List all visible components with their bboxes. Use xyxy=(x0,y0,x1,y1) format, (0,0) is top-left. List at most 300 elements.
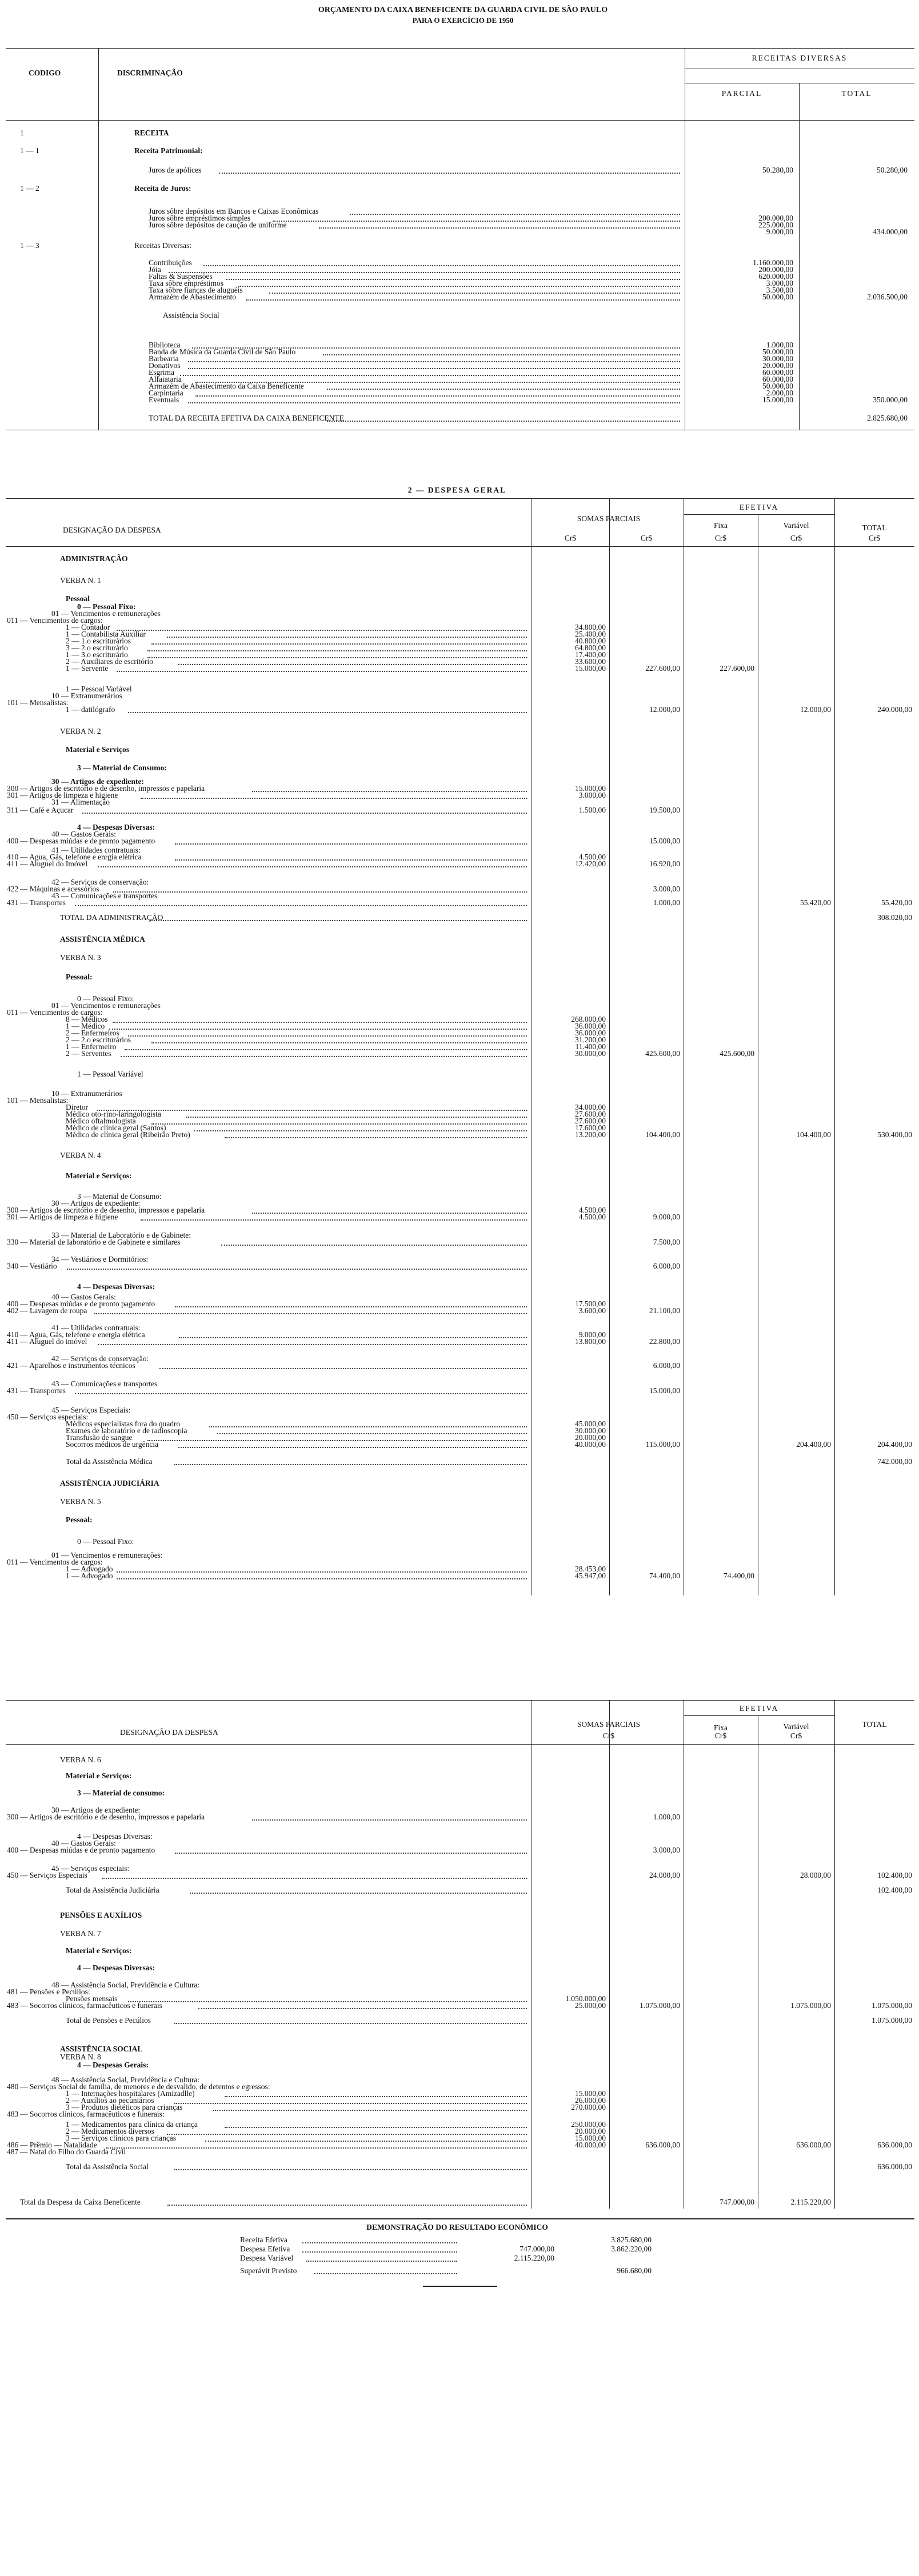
row-parcial: 50.280,00 xyxy=(762,166,793,174)
demo-col3: 966.680,00 xyxy=(617,2266,652,2275)
row-parcial: 200.000,00 xyxy=(758,214,793,222)
row-code: 450 xyxy=(7,1413,19,1421)
row-label: Donativos xyxy=(149,361,181,370)
leader-dots xyxy=(252,1819,527,1821)
leader-dots xyxy=(175,1853,527,1854)
row-code: 400 xyxy=(7,837,19,845)
row-parcial: 3.000,00 xyxy=(766,279,793,287)
row-label: 1 — Enfermeiro xyxy=(66,1042,117,1051)
row-code: 422 xyxy=(7,885,19,893)
row-label: 30 — Artigos de expediente: xyxy=(51,1806,141,1814)
row-label: Material e Serviços: xyxy=(66,1771,132,1780)
row-soma-2: 21.100,00 xyxy=(649,1306,680,1315)
leader-dots xyxy=(151,1042,527,1043)
row-soma-2: 115.000,00 xyxy=(645,1440,680,1449)
row-label: Socorros médicos de urgência xyxy=(66,1440,159,1449)
col-header-parcial: PARCIAL xyxy=(721,89,762,98)
row-code: 311 xyxy=(7,806,18,814)
leader-dots xyxy=(306,2261,457,2262)
despesa2-col-somas: SOMAS PARCIAIS xyxy=(577,1720,641,1729)
row-code: 101 xyxy=(7,1096,19,1105)
demo-col2: 2.115.220,00 xyxy=(514,2254,554,2262)
row-label: PENSÕES E AUXÍLIOS xyxy=(60,1911,142,1919)
row-label: 45 — Serviços Especiais: xyxy=(51,1406,131,1414)
col-header-discriminacao: DISCRIMINAÇÃO xyxy=(117,69,183,77)
row-label: 0 — Pessoal Fixo: xyxy=(77,602,136,611)
row-total: 636.000,00 xyxy=(877,2162,912,2171)
leader-dots xyxy=(121,1056,527,1057)
row-code: 400 xyxy=(7,1299,19,1308)
row-parcial: 225.000,00 xyxy=(758,221,793,229)
leader-dots xyxy=(167,637,527,638)
row-label: 42 — Serviços de conservação: xyxy=(51,1354,149,1363)
row-soma-2: 1.000,00 xyxy=(653,1813,680,1821)
row-parcial: 3.500,00 xyxy=(766,286,793,294)
leader-dots xyxy=(151,1123,527,1125)
row-label: — Socorros clínicos, farmacêuticos e funerais: xyxy=(20,2110,165,2118)
row-code: 011 xyxy=(7,1008,18,1017)
row-label: 48 — Assistência Social, Previdência e Cultura: xyxy=(51,2075,200,2084)
row-label: Esgrima xyxy=(149,368,174,377)
row-soma-2: 3.000,00 xyxy=(653,885,680,893)
row-parcial: 620.000,00 xyxy=(758,272,793,281)
row-label: 4 — Despesas Diversas: xyxy=(77,823,155,831)
leader-dots xyxy=(221,1245,527,1246)
row-label: 40 — Gastos Gerais: xyxy=(51,1293,116,1301)
row-label: 43 — Comunicações e transportes xyxy=(51,891,158,900)
row-label: 1 — Internações hospitalares (Amizadlle) xyxy=(66,2089,195,2098)
row-label: — Serviços Social de família, de menores e de desvalido, de detentos e egressos: xyxy=(20,2082,270,2091)
leader-dots xyxy=(75,905,527,906)
row-soma-1: 15.000,00 xyxy=(575,784,606,793)
leader-dots xyxy=(252,1213,527,1214)
row-soma-1: 13.800,00 xyxy=(575,1337,606,1346)
despesa2-col-fixa: Fixa xyxy=(713,1723,728,1732)
demo-label: Receita Efetiva xyxy=(240,2235,287,2244)
row-label: — Máquinas e acessórios xyxy=(20,885,99,893)
despesa-col-designacao: DESIGNAÇÃO DA DESPESA xyxy=(63,526,161,534)
leader-dots xyxy=(167,2205,527,2206)
row-label: 1 — Pessoal Variável xyxy=(66,685,132,693)
row-label: 01 — Vencimentos e remunerações xyxy=(51,609,161,618)
row-code: 421 xyxy=(7,1361,19,1370)
leader-dots xyxy=(97,1110,527,1111)
row-soma-1: 1.500,00 xyxy=(578,806,606,814)
row-soma-1: 28.453,00 xyxy=(575,1565,606,1573)
despesa-currency-2: Cr$ xyxy=(640,534,653,542)
row-code: 300 xyxy=(7,784,19,793)
row-variavel: 12.000,00 xyxy=(800,705,831,714)
row-label: Receita Patrimonial: xyxy=(134,146,203,155)
row-code: 431 xyxy=(7,1386,19,1395)
row-label: — Artigos de limpeza e higiene xyxy=(20,1213,118,1221)
row-label: — Pensões e Pecúlios: xyxy=(20,1987,90,1996)
row-label: 3 — Material de consumo: xyxy=(77,1789,165,1797)
leader-dots xyxy=(167,2134,527,2135)
row-label: Pessoal: xyxy=(66,1515,93,1524)
row-label: Carpintaria xyxy=(149,389,183,397)
row-label: Médicos especialistas fora do quadro xyxy=(66,1419,181,1428)
despesa-col-somas: SOMAS PARCIAIS xyxy=(577,514,641,523)
leader-dots xyxy=(217,1433,528,1434)
row-label: 2 — Medicamentos diversos xyxy=(66,2127,154,2135)
row-label: 2 — Auxiliares de escritório xyxy=(66,657,153,666)
row-variavel: 2.115.220,00 xyxy=(790,2198,831,2206)
row-label: 01 — Vencimentos e remunerações: xyxy=(51,1551,163,1559)
row-soma-1: 12.420,00 xyxy=(575,859,606,868)
row-soma-1: 15.000,00 xyxy=(575,664,606,673)
leader-dots xyxy=(213,2110,527,2111)
leader-dots xyxy=(323,354,680,355)
despesa-col-fixa: Fixa xyxy=(713,521,728,530)
row-label: VERBA N. 8 xyxy=(60,2053,101,2061)
row-label: 0 — Pessoal Fixo: xyxy=(77,994,134,1003)
row-label: — Artigos de escritório e de desenho, impressos e papelaria xyxy=(20,1813,205,1821)
row-parcial: 1.160.000,00 xyxy=(753,258,793,267)
leader-dots xyxy=(106,2147,527,2149)
row-soma-1: 25.000,00 xyxy=(575,2001,606,2010)
row-label: — Despesas miúdas e de pronto pagamento xyxy=(20,1846,155,1854)
leader-dots xyxy=(252,791,527,792)
leader-dots xyxy=(67,1269,527,1270)
leader-dots xyxy=(174,2023,527,2024)
row-label: VERBA N. 3 xyxy=(60,953,101,962)
row-code: 483 xyxy=(7,2110,19,2118)
row-label: 2 — 1.o escriturários xyxy=(66,637,131,645)
row-label: 2 — 2.o escriturários xyxy=(66,1035,131,1044)
leader-dots xyxy=(174,2169,527,2170)
row-label: — Vencimentos de cargos: xyxy=(20,616,103,625)
row-soma-1: 13.200,00 xyxy=(575,1130,606,1139)
row-soma-1: 30.000,00 xyxy=(575,1426,606,1435)
row-label: Faltas & Suspensões xyxy=(149,272,213,281)
row-label: Juros sôbre depósitos em Bancos e Caixas Econômicas xyxy=(149,207,319,215)
row-label: ASSISTÊNCIA MÉDICA xyxy=(60,935,145,943)
leader-dots xyxy=(225,2096,527,2097)
row-variavel: 28.000,00 xyxy=(800,1871,831,1879)
row-soma-1: 15.000,00 xyxy=(575,2089,606,2098)
row-total: 55.420,00 xyxy=(881,898,912,907)
row-fixa: 74.400,00 xyxy=(724,1571,754,1580)
row-soma-2: 227.600,00 xyxy=(645,664,680,673)
row-soma-1: 17.600,00 xyxy=(575,1123,606,1132)
row-soma-2: 16.920,00 xyxy=(649,859,680,868)
leader-dots xyxy=(269,293,681,294)
row-label: — Material de laboratório e de Gabinete e similares xyxy=(20,1238,181,1246)
leader-dots xyxy=(151,643,527,645)
leader-dots xyxy=(205,2141,527,2142)
row-label: 1 — Contador xyxy=(66,623,110,631)
document-title: ORÇAMENTO DA CAIXA BENEFICENTE DA GUARDA CIVIL DE SÃO PAULO xyxy=(318,6,608,14)
row-label: — Transportes xyxy=(20,1386,66,1395)
row-label: — Mensalistas: xyxy=(20,1096,69,1105)
leader-dots xyxy=(186,1117,528,1118)
row-total: 350.000,00 xyxy=(873,395,908,404)
leader-dots xyxy=(128,712,527,713)
row-label: 31 — Alimentação xyxy=(51,798,110,806)
row-soma-1: 268.000,00 xyxy=(571,1015,606,1023)
demo-label: Despesa Variável xyxy=(240,2254,294,2262)
row-label: Total da Assistência Médica xyxy=(66,1457,153,1466)
leader-dots xyxy=(117,1571,527,1573)
row-code: 011 xyxy=(7,1558,18,1566)
despesa-col-variavel: Variável xyxy=(783,521,809,530)
row-total: 434.000,00 xyxy=(873,227,908,236)
row-label: Material e Serviços xyxy=(66,745,129,754)
row-label: 40 — Gastos Gerais: xyxy=(51,830,116,838)
leader-dots xyxy=(225,1137,527,1138)
leader-dots xyxy=(98,1344,527,1345)
despesa2-currency-2: Cr$ xyxy=(714,1731,727,1740)
row-soma-1: 17.500,00 xyxy=(575,1299,606,1308)
demo-col2: 747.000,00 xyxy=(520,2245,554,2253)
row-label: Juros sôbre depósitos de caução de uniforme xyxy=(149,221,287,229)
row-label: 42 — Serviços de conservação: xyxy=(51,878,149,886)
row-soma-1: 30.000,00 xyxy=(575,1049,606,1058)
row-parcial: 9.000,00 xyxy=(766,227,793,236)
row-total: 50.280,00 xyxy=(877,166,908,174)
col-header-codigo: CODIGO xyxy=(29,69,61,77)
row-label: — Mensalistas: xyxy=(20,698,69,707)
row-variavel: 1.075.000,00 xyxy=(790,2001,831,2010)
row-label: 43 — Comunicações e transportes xyxy=(51,1379,158,1388)
row-code: 011 xyxy=(7,616,18,625)
row-label: — Aluguel do Imóvel xyxy=(20,859,88,868)
row-label: Barbearia xyxy=(149,354,179,363)
leader-dots xyxy=(147,1440,527,1441)
row-label: Taxa sôbre fianças de aluguéis xyxy=(149,286,243,294)
row-soma-1: 33.600,00 xyxy=(575,657,606,666)
demo-label: Superávit Previsto xyxy=(240,2266,297,2275)
row-label: Taxa sôbre empréstimos xyxy=(149,279,224,287)
row-code: 300 xyxy=(7,1813,19,1821)
row-code: 410 xyxy=(7,1330,19,1339)
row-code: 340 xyxy=(7,1262,19,1270)
row-label: 10 — Extranumerários xyxy=(51,691,122,700)
row-label: Receitas Diversas: xyxy=(134,241,192,250)
row-code: 486 xyxy=(7,2141,19,2149)
leader-dots xyxy=(194,1130,527,1131)
row-total: 1.075.000,00 xyxy=(872,2001,912,2010)
row-soma-2: 6.000,00 xyxy=(653,1361,680,1370)
leader-dots xyxy=(117,630,527,631)
row-soma-1: 4.500,00 xyxy=(578,1206,606,1214)
row-label: VERBA N. 4 xyxy=(60,1151,101,1159)
row-label: Total de Pensões e Pecúlios xyxy=(66,2016,151,2025)
row-variavel: 55.420,00 xyxy=(800,898,831,907)
leader-dots xyxy=(128,2001,527,2002)
leader-dots xyxy=(147,650,527,651)
row-parcial: 50.000,00 xyxy=(762,347,793,356)
row-label: TOTAL DA ADMINISTRAÇÃO xyxy=(60,913,163,922)
row-soma-1: 34.800,00 xyxy=(575,623,606,631)
row-total: 636.000,00 xyxy=(877,2141,912,2149)
despesa-title: 2 — DESPESA GERAL xyxy=(407,486,507,494)
row-label: — Agua, Gás, telefone e enrgia elétrica xyxy=(20,853,142,861)
row-soma-1: 1.050.000,00 xyxy=(565,1994,606,2003)
row-soma-1: 34.000,00 xyxy=(575,1103,606,1111)
row-label: — Transportes xyxy=(20,898,66,907)
row-label: 3 — Material de Consumo: xyxy=(77,763,167,772)
leader-dots xyxy=(203,265,680,266)
leader-dots xyxy=(175,1306,527,1307)
leader-dots xyxy=(327,389,680,390)
row-soma-1: 20.000,00 xyxy=(575,2127,606,2135)
row-label: VERBA N. 2 xyxy=(60,727,101,735)
row-label: — Despesas miúdas e de pronto pagamento xyxy=(20,837,155,845)
row-code: 411 xyxy=(7,859,18,868)
row-soma-2: 6.000,00 xyxy=(653,1262,680,1270)
row-label: TOTAL DA RECEITA EFETIVA DA CAIXA BENEFICENTE xyxy=(149,414,344,422)
row-soma-2: 636.000,00 xyxy=(645,2141,680,2149)
row-code: 1 — 2 xyxy=(20,184,39,193)
row-parcial: 200.000,00 xyxy=(758,265,793,274)
leader-dots xyxy=(302,2251,457,2253)
row-label: 45 — Serviços especiais: xyxy=(51,1864,130,1873)
row-code: 301 xyxy=(7,791,19,799)
leader-dots xyxy=(195,395,680,397)
row-soma-1: 250.000,00 xyxy=(571,2120,606,2129)
row-code: 481 xyxy=(7,1987,19,1996)
row-soma-1: 31.200,00 xyxy=(575,1035,606,1044)
row-label: Contribuições xyxy=(149,258,192,267)
row-soma-1: 4.500,00 xyxy=(578,1213,606,1221)
row-label: Diretor xyxy=(66,1103,88,1111)
row-label: 1 — Servente xyxy=(66,664,109,673)
despesa-col-total: TOTAL xyxy=(862,523,887,532)
despesa2-col-efetiva: EFETIVA xyxy=(739,1704,779,1713)
row-label: 30 — Artigos de expediente: xyxy=(51,1199,141,1207)
row-soma-2: 74.400,00 xyxy=(649,1571,680,1580)
col-header-receitas-diversas: RECEITAS DIVERSAS xyxy=(752,54,848,62)
row-total: 2.825.680,00 xyxy=(867,414,908,422)
row-soma-2: 104.400,00 xyxy=(645,1130,680,1139)
row-label: 10 — Extranumerários xyxy=(51,1089,122,1098)
row-fixa: 425.600,00 xyxy=(720,1049,754,1058)
leader-dots xyxy=(319,227,680,229)
row-soma-1: 36.000,00 xyxy=(575,1022,606,1030)
row-label: 1 — datilógrafo xyxy=(66,705,115,714)
row-total: 742.000,00 xyxy=(877,1457,912,1466)
row-label: 1 — 3.o escriturário xyxy=(66,650,128,659)
row-label: 2 — Serventes xyxy=(66,1049,111,1058)
row-label: — Serviços especiais: xyxy=(20,1413,89,1421)
leader-dots xyxy=(102,1878,527,1879)
row-code: 330 xyxy=(7,1238,19,1246)
row-soma-1: 4.500,00 xyxy=(578,853,606,861)
row-soma-1: 27.600,00 xyxy=(575,1117,606,1125)
row-label: Transfusão de sangue xyxy=(66,1433,133,1442)
despesa2-col-total: TOTAL xyxy=(862,1720,887,1729)
leader-dots xyxy=(109,1029,528,1030)
leader-dots xyxy=(141,1219,528,1221)
leader-dots xyxy=(113,891,527,893)
row-fixa: 747.000,00 xyxy=(720,2198,754,2206)
row-soma-1: 9.000,00 xyxy=(578,1330,606,1339)
leader-dots xyxy=(209,1426,527,1427)
row-label: — Vencimentos de cargos: xyxy=(20,1558,103,1566)
row-label: Médico oto-rino-laringologista xyxy=(66,1110,161,1118)
despesa2-col-designacao: DESIGNAÇÃO DA DESPESA xyxy=(120,1728,218,1737)
row-label: 30 — Artigos de expediente: xyxy=(51,777,144,786)
row-label: Armazém de Abastecimento da Caixa Beneficente xyxy=(149,382,304,390)
row-code: 301 xyxy=(7,1213,19,1221)
leader-dots xyxy=(226,279,680,280)
leader-dots xyxy=(178,1447,527,1448)
row-label: VERBA N. 1 xyxy=(60,576,101,585)
row-label: Pessoal: xyxy=(66,973,93,981)
row-label: 34 — Vestiários e Dormitórios: xyxy=(51,1255,149,1263)
despesa-currency-4: Cr$ xyxy=(790,534,802,542)
row-label: 1 — Pessoal Variável xyxy=(77,1070,143,1078)
row-label: 4 — Despesas Diversas: xyxy=(77,1963,155,1972)
row-soma-1: 26.000,00 xyxy=(575,2096,606,2105)
document-subtitle: PARA O EXERCÍCIO DE 1950 xyxy=(412,16,514,25)
leader-dots xyxy=(175,859,527,861)
leader-dots xyxy=(125,1049,528,1050)
row-label: 1 — Médico xyxy=(66,1022,105,1030)
row-parcial: 2.000,00 xyxy=(766,389,793,397)
row-label: 2 — Auxílios ao pecuniários xyxy=(66,2096,154,2105)
row-soma-1: 3.000,00 xyxy=(578,791,606,799)
row-label: Médico de clínica geral (Santos) xyxy=(66,1123,166,1132)
row-variavel: 636.000,00 xyxy=(796,2141,831,2149)
row-label: Exames de laboratório e de radioscopia xyxy=(66,1426,187,1435)
row-code: 1 xyxy=(20,129,24,137)
despesa2-currency-1: Cr$ xyxy=(602,1731,615,1740)
leader-dots xyxy=(238,286,681,287)
row-label: 8 — Médicos xyxy=(66,1015,108,1023)
row-label: Material e Serviços: xyxy=(66,1946,132,1955)
row-label: Total da Assistência Judiciária xyxy=(66,1886,159,1894)
row-label: 1 — Advogado xyxy=(66,1571,113,1580)
row-label: 41 — Utilidades contratuais: xyxy=(51,846,141,854)
leader-dots xyxy=(190,1893,527,1894)
row-total: 240.000,00 xyxy=(877,705,912,714)
row-label: — Artigos de escritório e de desenho, impressos e papelaria xyxy=(20,784,205,793)
leader-dots xyxy=(225,2127,527,2128)
row-label: 41 — Utilidades contratuais: xyxy=(51,1323,141,1332)
leader-dots xyxy=(174,1464,527,1465)
leader-dots xyxy=(113,1022,527,1023)
row-label: ASSISTÊNCIA JUDICIÁRIA xyxy=(60,1479,159,1487)
despesa-currency-5: Cr$ xyxy=(868,534,881,542)
row-soma-1: 20.000,00 xyxy=(575,1433,606,1442)
row-label: Total da Despesa da Caixa Beneficente xyxy=(20,2198,141,2206)
row-soma-1: 27.600,00 xyxy=(575,1110,606,1118)
row-soma-2: 1.000,00 xyxy=(653,898,680,907)
row-label: Biblioteca xyxy=(149,341,181,349)
row-soma-2: 1.075.000,00 xyxy=(640,2001,680,2010)
leader-dots xyxy=(327,421,680,422)
leader-dots xyxy=(147,657,527,658)
row-label: 4 — Despesas Diversas: xyxy=(77,1282,155,1291)
row-parcial: 50.000,00 xyxy=(762,293,793,301)
row-label: — Serviços Especiais xyxy=(20,1871,87,1879)
leader-dots xyxy=(179,1337,527,1338)
row-label: Médico de clínica geral (Ribeirão Preto) xyxy=(66,1130,190,1139)
despesa2-currency-3: Cr$ xyxy=(790,1731,802,1740)
row-total: 204.400,00 xyxy=(877,1440,912,1449)
row-total: 102.400,00 xyxy=(877,1871,912,1879)
row-code: 410 xyxy=(7,853,19,861)
demo-label: Despesa Efetiva xyxy=(240,2245,290,2253)
row-parcial: 30.000,00 xyxy=(762,354,793,363)
despesa-currency-3: Cr$ xyxy=(714,534,727,542)
row-variavel: 204.400,00 xyxy=(796,1440,831,1449)
demo-col3: 3.862.220,00 xyxy=(611,2245,652,2253)
row-label: Jóia xyxy=(149,265,161,274)
